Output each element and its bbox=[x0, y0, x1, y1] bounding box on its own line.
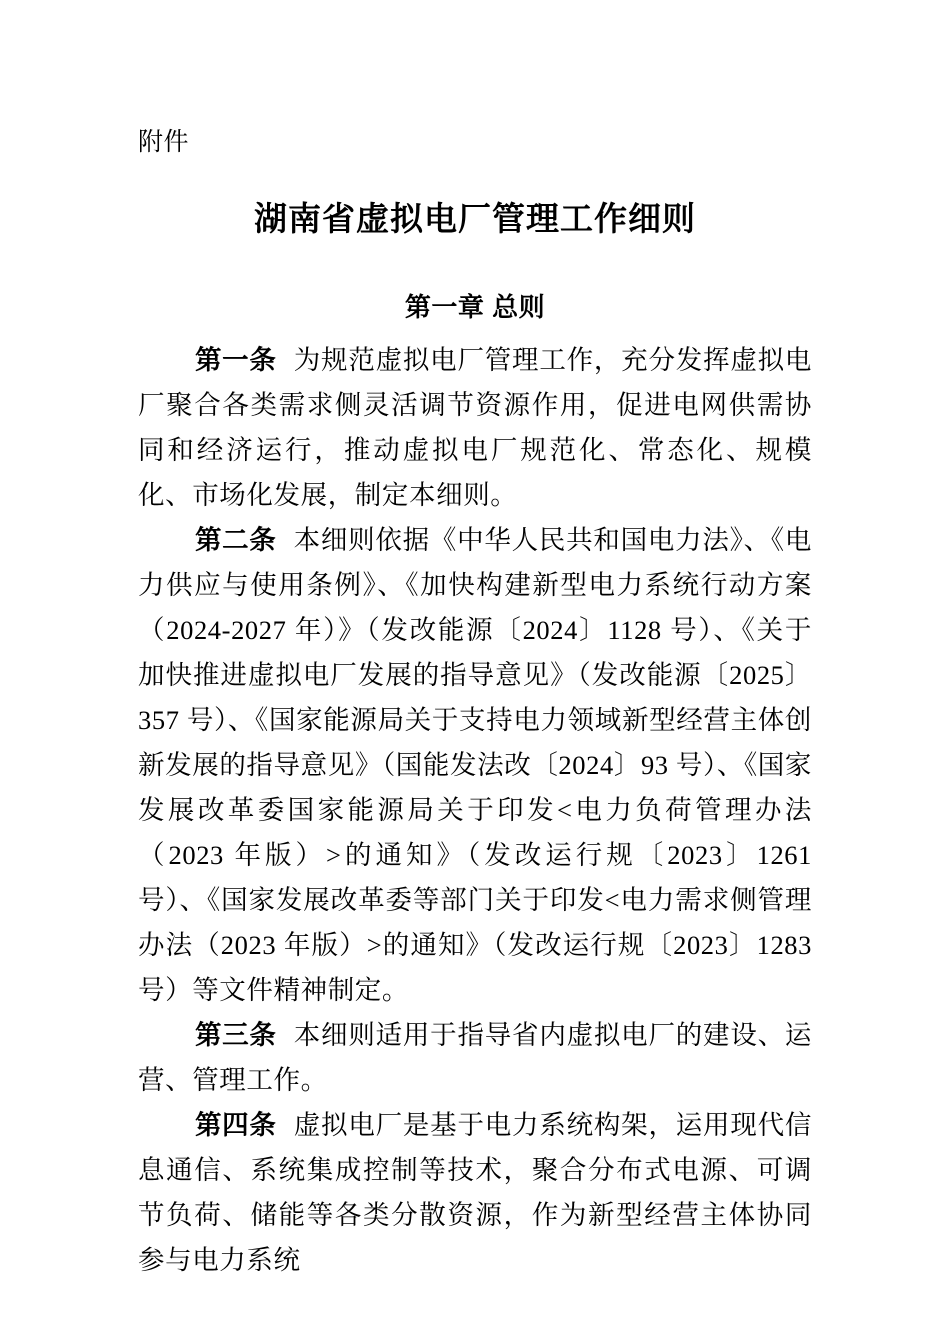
document-content bbox=[138, 0, 812, 1283]
article-label: 第二条 bbox=[195, 525, 277, 555]
article-text: 本细则适用于指导省内虚拟电厂的建设、运营、管理工作。 bbox=[138, 1020, 812, 1095]
chapter-heading: 第一章 总则 bbox=[404, 292, 546, 322]
article-label: 第一条 bbox=[195, 345, 277, 375]
article-label: 第四条 bbox=[195, 1110, 277, 1140]
article-item bbox=[138, 338, 812, 518]
article-text: 为规范虚拟电厂管理工作，充分发挥虚拟电厂聚合各类需求侧灵活调节资源作用，促进电网供需协同和经济运行，推动虚拟电厂规范化、常态化、规模化、市场化发展，制定本细则。 bbox=[138, 345, 812, 510]
article-label: 第三条 bbox=[195, 1020, 277, 1050]
article-item bbox=[138, 1013, 812, 1103]
article-item bbox=[138, 518, 812, 1013]
article-text: 本细则依据《中华人民共和国电力法》、《电力供应与使用条例》、《加快构建新型电力系统行动方案（2024-2027 年）》（发改能源〔2024〕1128 号）、《关于加快推进虚拟电厂发展的指导意见》（发改能源〔2025〕357 号）、《国家能源局关于支持电力领域新型经营主体创新发展的指导意见》（国能发法改〔2024〕93 号）、《国家发展改革委国家能源局关于印发<电力负荷管理办法（2023 年版）>的通知》（发改运行规〔2023〕1261 号）、《国家发展改革委等部门关于印发<电力需求侧管理办法（2023 年版）>的通知》（发改运行规〔2023〕1283 号）等文件精神制定。 bbox=[138, 525, 813, 1005]
attachment-label: 附件 bbox=[138, 128, 190, 156]
article-item bbox=[138, 1103, 812, 1283]
article-text: 虚拟电厂是基于电力系统构架，运用现代信息通信、系统集成控制等技术，聚合分布式电源、可调节负荷、储能等各类分散资源，作为新型经营主体协同参与电力系统 bbox=[138, 1110, 812, 1275]
document-title: 湖南省虚拟电厂管理工作细则 bbox=[254, 200, 696, 237]
